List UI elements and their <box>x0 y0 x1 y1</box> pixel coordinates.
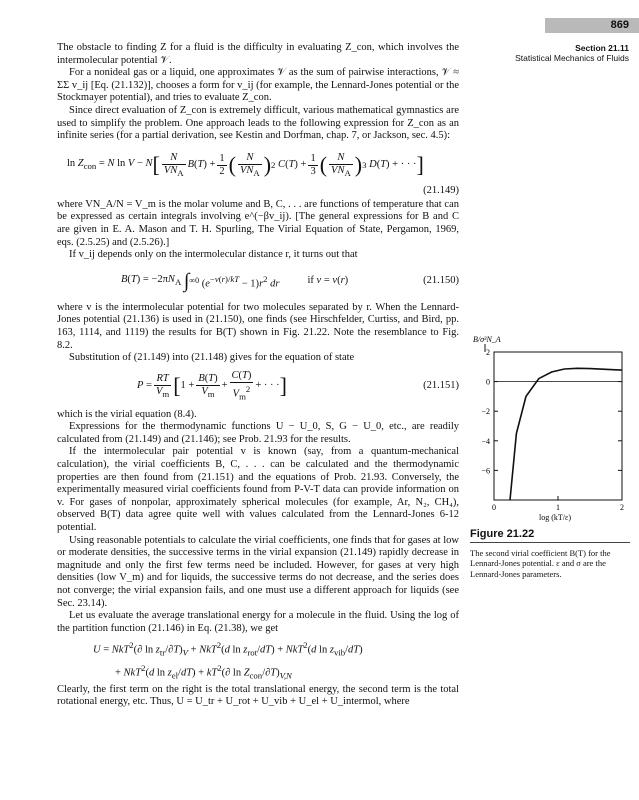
section-title: Statistical Mechanics of Fluids <box>515 53 629 63</box>
equation-energy: U = NkT$^2$(∂ $\ln z_{tr}/\partial T)_V + NkT^2(d$ $\ln z_{rot}/dT) + NkT^2(d$ $\ln z_{vib}/dT$) + NkT$^2$(d $\ln z_{el}/dT) + kT^2(\partial$ $\ln Z_{con}/\partial T)_{V,N}$ <box>93 640 363 681</box>
page-number-bar <box>545 18 639 33</box>
page-number: 869 <box>610 19 629 31</box>
y-tick-label: −4 <box>481 436 490 446</box>
section-number: Section 21.11 <box>575 43 629 53</box>
equation-number: (21.151) <box>423 380 459 392</box>
paragraph: If the intermolecular pair potential v is known (say, from a quantum-mechanical calculation), the virial coefficients B, C, . . . can be calculated and the thermodynamic properties are then found from (21.151) and the equations of Prob. 21.93. Conversely, the experimentally measured virial coefficients found from P-V-T data can provide information on v. For gases of nonpolar, approximately spherical molecules (for example, Ar, N₂, CH₄), observed B(T) data agree quite well with values calculated from the Lennard-Jones 6-12 potential. <box>57 446 459 534</box>
paragraph: The obstacle to finding Z for a fluid is the difficulty in evaluating Z_con, which involves the intermolecular potential 𝒱. <box>57 42 459 66</box>
y-tick-label: 0 <box>486 377 490 387</box>
x-tick-label: 0 <box>492 503 496 512</box>
equation-21-149: $\ln Z_{con} = N$ ln V − N [ $\frac{N}{VN_A}$ B(T) + $\frac{1}{2}$ ( $\frac{N}{VN_A}$ ) 2 C(T) + $\frac{1}{3}$ ( $\frac{N}{VN_A}$ ) 3 D(T) + · · · ] <box>67 151 424 179</box>
paragraph: Let us evaluate the average translational energy for a molecule in the fluid. Using the log of the partition function (21.146) in Eq. (21.38), we get <box>57 610 459 634</box>
equation-number: (21.150) <box>423 275 459 287</box>
figure-caption: The second virial coefficient B(T) for the Lennard-Jones potential. ε and σ are the Lennard-Jones parameters. <box>470 548 611 579</box>
equation-number: (21.149) <box>423 184 459 196</box>
paragraph: Using reasonable potentials to calculate the virial coefficients, one finds that for gases at low or moderate densities, the successive terms in the virial expansion (21.149) rapidly decrease in magnitude and only the first few terms need be included. However, for gases at very high densities (low V_m) and for liquids, the successive terms do not decrease, and the series does not converge; the virial expansion fails, and one must use a different approach for liquids (see Sec. 23.14). <box>57 534 459 609</box>
main-text <box>57 42 459 709</box>
equation-21-151: P = $\frac{RT}{V_m}$ [ 1 + $\frac{B(T)}{V_m}$ + $\frac{C(T)}{V_m^2}$ + · · · ] (21.151) <box>137 369 459 402</box>
paragraph: where VN_A/N = V_m is the molar volume and B, C, . . . are functions of temperature that can be expressed as certain integrals involving e^(−βv_ij). [The general expressions for B and C are given in E. A. Mason and T. H. Spurling, The Virial Equation of State, Pergamon, 1969, eqs. (2.5.25) and (2.5.26).] <box>57 198 459 248</box>
y-tick-label: −2 <box>481 407 490 417</box>
x-tick-label: 2 <box>620 503 624 512</box>
plot-frame <box>494 352 622 500</box>
paragraph: If v_ij depends only on the intermolecular distance r, it turns out that <box>69 249 358 261</box>
y-tick-label: −6 <box>481 466 490 476</box>
x-axis-label: log (kT/ε) <box>538 513 572 522</box>
paragraph: Clearly, the first term on the right is the total translational energy, the second term is the total rotational energy, etc. Thus, U = U_tr + U_rot + U_vib + U_el + U_intermol, where <box>57 683 459 708</box>
running-head <box>515 43 629 63</box>
paragraph: For a nonideal gas or a liquid, one approximates 𝒱 as the sum of pairwise interactions, 𝒱 ≈ ΣΣ v_ij [Eq. (21.132)], chooses a form for v_ij (for example, the Lennard-Jones potential or the Stockmayer potential), and tries to evaluate Z_con. <box>57 67 459 104</box>
series-line-b-t <box>510 368 622 500</box>
figure-title: Figure 21.22 <box>470 528 535 540</box>
paragraph: where v is the intermolecular potential for two molecules separated by r. When the Lennard-Jones potential (21.136) is used in (21.150), one finds (see Hirschfelder, Curtiss, and Bird, pp. 163, 1114, and 1119) the results for B(T) shown in Fig. 21.22. Note the resemblance to Fig. 8.2. <box>57 301 459 351</box>
paragraph: Substitution of (21.149) into (21.148) gives for the equation of state <box>69 352 355 364</box>
y-tick-label: 2 <box>486 348 490 357</box>
equation-21-150: $B(T) = -2\pi N_A$ ∫ ∞ 0 $(e^{-v(r)/kT} - 1)r^2$ dr if v = v(r) (21.150) <box>121 270 459 293</box>
virial-coefficient-chart <box>470 330 630 530</box>
paragraph: Expressions for the thermodynamic functions U − U_0, S, G − U_0, etc., are readily calculated from (21.149) and (21.146); see Prob. 21.93 for the results. <box>57 421 459 445</box>
paragraph: Since direct evaluation of Z_con is extremely difficult, various mathematical gymnastics are used to simplify the problem. One approach leads to the following expression for Z_con as an infinite series (for a partial derivation, see Kestin and Dorfman, chap. 7, or Jackson, sec. 4.5): <box>57 104 459 142</box>
paragraph: which is the virial equation (8.4). <box>57 408 197 420</box>
y-axis-label: B/σ³N_A <box>473 335 501 344</box>
figure-rule <box>470 542 630 543</box>
x-tick-label: 1 <box>556 503 560 512</box>
